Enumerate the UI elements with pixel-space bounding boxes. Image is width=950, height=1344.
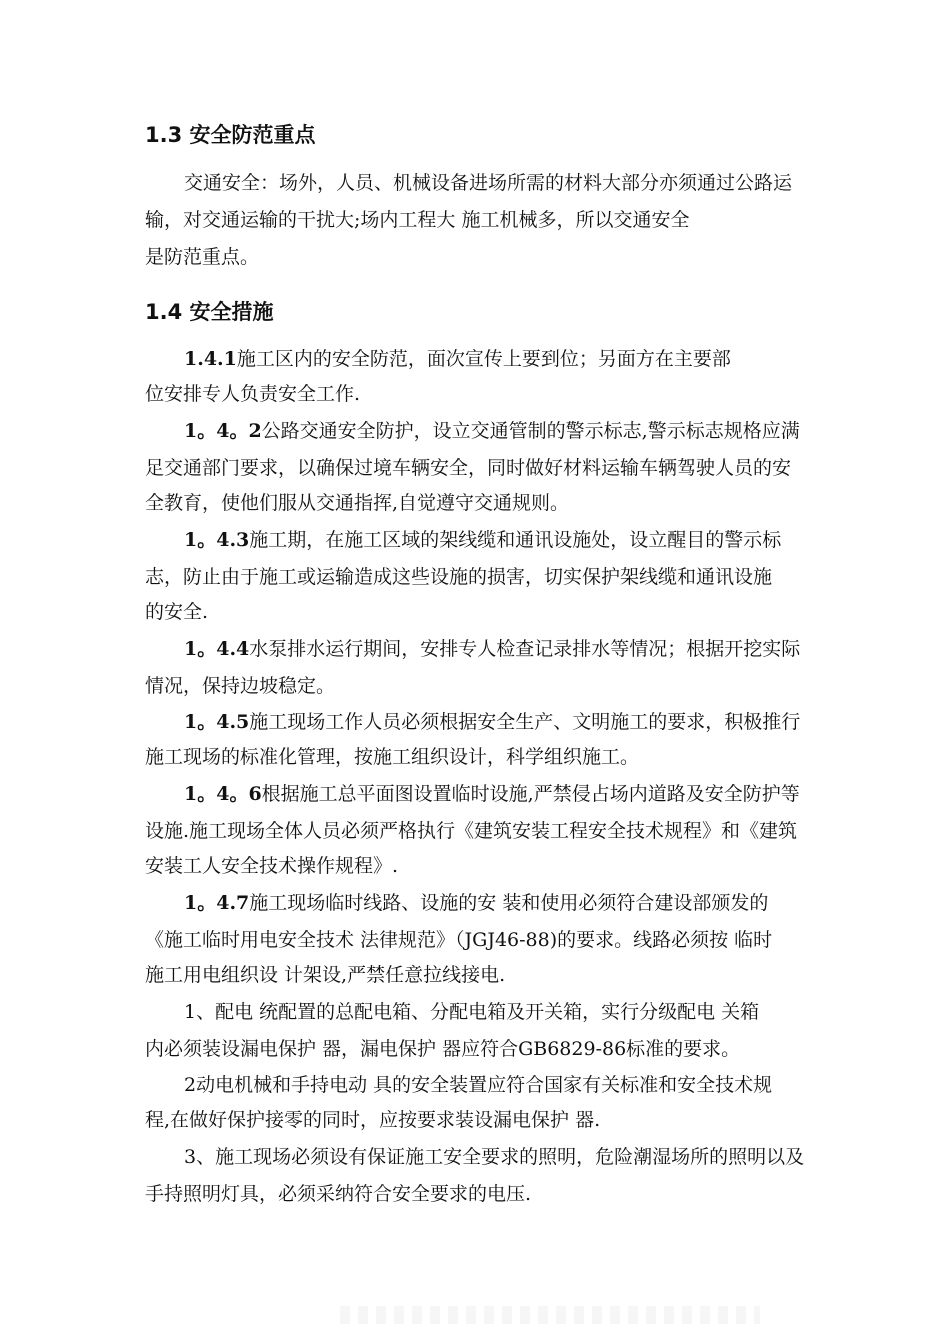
list-item-line: 1、配电 统配置的总配电箱、分配电箱及开关箱，实行分级配电 关箱 bbox=[184, 1001, 760, 1023]
item-number: 1。4.3 bbox=[184, 529, 250, 551]
paragraph-line: 志，防止由于施工或运输造成这些设施的损害，切实保护架线缆和通讯设施 bbox=[145, 566, 773, 588]
paragraph-line: 情况，保持边坡稳定。 bbox=[145, 675, 336, 697]
list-item-line: 内必须装设漏电保护 器，漏电保护 器应符合GB6829-86标准的要求。 bbox=[145, 1038, 741, 1060]
paragraph-line: 全教育，使他们服从交通指挥,自觉遵守交通规则。 bbox=[145, 492, 570, 514]
item-text: 公路交通安全防护，设立交通管制的警示标志,警示标志规格应满 bbox=[261, 420, 800, 442]
faint-bleedthrough-text bbox=[340, 1306, 760, 1324]
item-text: 施工区内的安全防范，面次宣传上要到位；另面方在主要部 bbox=[236, 348, 731, 370]
item-first-line bbox=[184, 781, 800, 807]
paragraph-line: 设施.施工现场全体人员必须严格执行《建筑安装工程安全技术规程》和《建筑 bbox=[145, 820, 798, 842]
item-first-line bbox=[184, 890, 768, 916]
paragraph-line: 《施工临时用电安全技术 法律规范》（JGJ46-88)的要求。线路必须按 临时 bbox=[145, 929, 773, 951]
item-first-line bbox=[184, 709, 800, 735]
item-first-line bbox=[184, 418, 800, 444]
item-number: 1。4。2 bbox=[184, 420, 262, 442]
list-item-line: 程,在做好保护接零的同时，应按要求装设漏电保护 器. bbox=[145, 1109, 601, 1131]
item-first-line bbox=[184, 636, 800, 662]
item-number: 1。4.4 bbox=[184, 638, 250, 660]
paragraph-line: 施工现场的标准化管理，按施工组织设计，科学组织施工。 bbox=[145, 746, 640, 768]
paragraph-line: 输，对交通运输的干扰大;场内工程大 施工机械多，所以交通安全 bbox=[145, 209, 690, 231]
list-item-line: 手持照明灯具，必须采纳符合安全要求的电压. bbox=[145, 1183, 532, 1205]
item-number: 1.4.1 bbox=[184, 348, 237, 370]
item-first-line bbox=[184, 527, 781, 553]
paragraph-line: 是防范重点。 bbox=[145, 246, 260, 268]
item-text: 根据施工总平面图设置临时设施,严禁侵占场内道路及安全防护等 bbox=[261, 783, 800, 805]
item-number: 1。4.5 bbox=[184, 711, 250, 733]
list-item-line: 3、施工现场必须设有保证施工安全要求的照明，危险潮湿场所的照明以及 bbox=[184, 1146, 805, 1168]
item-number: 1。4。6 bbox=[184, 783, 262, 805]
paragraph-line: 位安排专人负责安全工作. bbox=[145, 383, 361, 405]
paragraph-line: 足交通部门要求，以确保过境车辆安全，同时做好材料运输车辆驾驶人员的安 bbox=[145, 457, 792, 479]
section-heading-1-3: 1.3 安全防范重点 bbox=[145, 123, 316, 147]
paragraph-line: 的安全. bbox=[145, 601, 209, 623]
item-first-line bbox=[184, 346, 731, 372]
paragraph-line: 安装工人安全技术操作规程》. bbox=[145, 855, 399, 877]
item-text: 施工现场临时线路、设施的安 装和使用必须符合建设部颁发的 bbox=[249, 892, 769, 914]
item-number: 1。4.7 bbox=[184, 892, 250, 914]
item-text: 施工期，在施工区域的架线缆和通讯设施处，设立醒目的警示标 bbox=[249, 529, 782, 551]
paragraph-line: 施工用电组织设 计架设,严禁任意拉线接电. bbox=[145, 964, 506, 986]
section-heading-1-4: 1.4 安全措施 bbox=[145, 300, 274, 324]
item-text: 施工现场工作人员必须根据安全生产、文明施工的要求，积极推行 bbox=[249, 711, 801, 733]
list-item-line: 2动电机械和手持电动 具的安全装置应符合国家有关标准和安全技术规 bbox=[184, 1074, 773, 1096]
item-text: 水泵排水运行期间，安排专人检查记录排水等情况；根据开挖实际 bbox=[249, 638, 801, 660]
paragraph-line: 交通安全：场外，人员、机械设备进场所需的材料大部分亦须通过公路运 bbox=[184, 172, 793, 194]
